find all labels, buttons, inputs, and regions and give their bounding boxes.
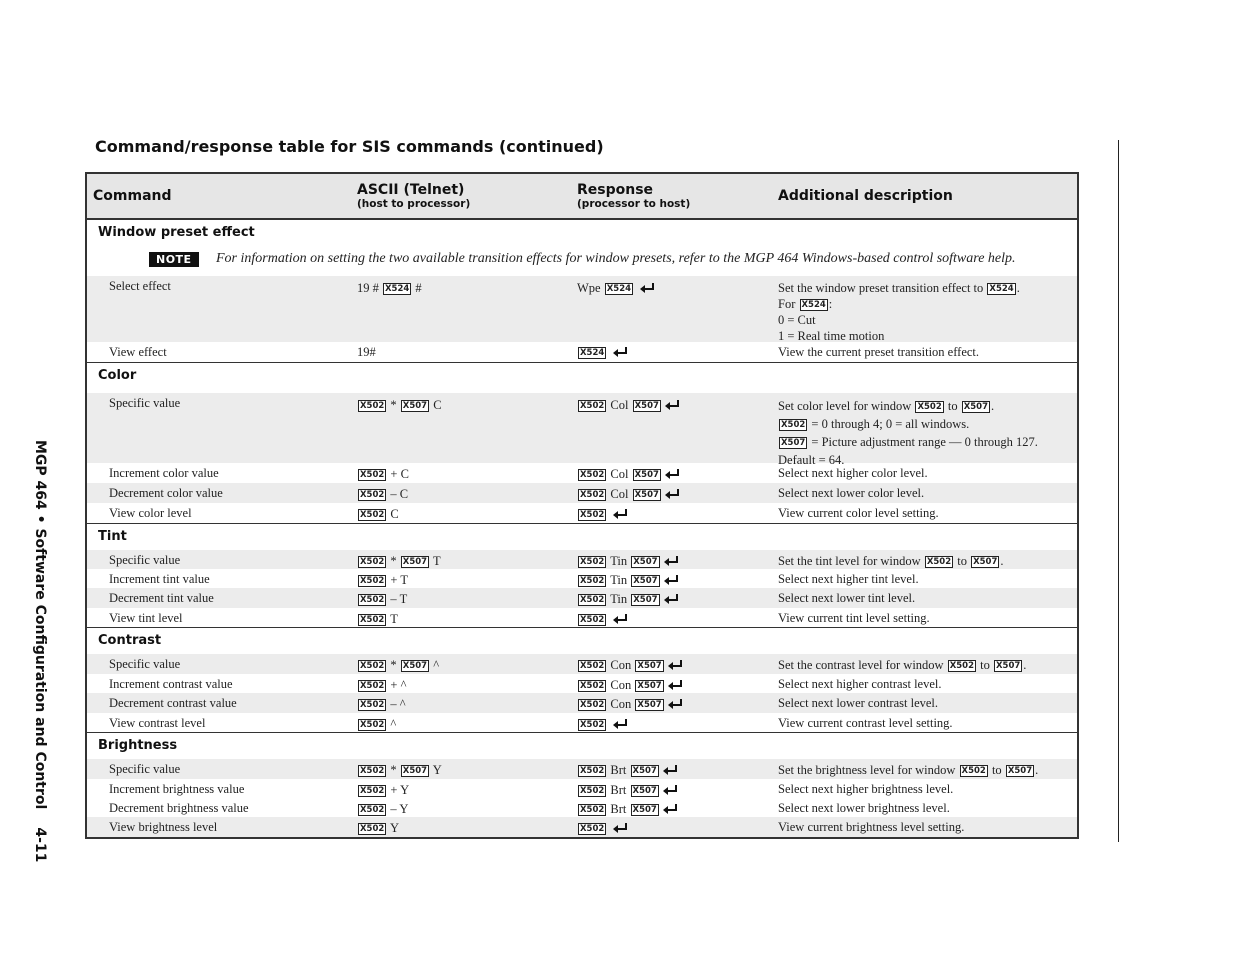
variable-box: X502: [360, 786, 385, 796]
ascii-cell: 19 # X524 #: [357, 281, 422, 295]
variable-box: X507: [963, 402, 989, 412]
command-cell: Specific value: [109, 657, 181, 671]
variable-box: X502: [580, 766, 605, 776]
command-cell: View contrast level: [109, 716, 206, 730]
section-brightness: Brightness: [87, 732, 1077, 759]
variable-box: X502: [360, 681, 385, 691]
ascii-cell: X502 * X507 Y: [360, 763, 442, 777]
enter-icon: [668, 660, 682, 669]
table-row: [87, 569, 1077, 588]
command-cell: Increment contrast value: [109, 677, 233, 691]
variable-box: X502: [360, 615, 385, 625]
sidebar-title: MGP 464 • Software Configuration and Control: [32, 440, 48, 810]
command-cell: Decrement tint value: [109, 591, 214, 605]
enter-icon: [668, 680, 682, 689]
variable-box: X502: [580, 720, 605, 730]
ascii-cell: X502 + T: [360, 573, 409, 587]
description-cell: Set the brightness level for window X502 to X507 .: [778, 763, 1039, 777]
variable-box: X502: [580, 824, 605, 834]
ascii-cell: X502 – Y: [360, 802, 409, 816]
enter-icon: [664, 594, 678, 603]
description-cell: View current brightness level setting.: [778, 820, 965, 834]
variable-box: X502: [360, 824, 385, 834]
variable-box: X502: [360, 401, 385, 411]
ascii-cell: X502 + C: [360, 467, 409, 481]
command-cell: Decrement color value: [109, 486, 223, 500]
variable-box: X507: [996, 661, 1021, 671]
variable-box: X502: [580, 401, 605, 411]
variable-box: X507: [973, 557, 998, 567]
variable-box: X507: [402, 766, 428, 776]
ascii-cell: X502 – ^: [360, 697, 406, 711]
enter-icon: [613, 509, 627, 518]
variable-box: X507: [633, 595, 658, 605]
variable-box: X507: [632, 786, 657, 796]
variable-box: X507: [637, 700, 662, 710]
variable-box: X507: [634, 401, 659, 411]
response-cell: X502 Col X507: [577, 486, 679, 502]
enter-icon: [613, 719, 627, 728]
ascii-cell: X502 * X507 C: [360, 398, 442, 412]
command-cell: Specific value: [109, 762, 181, 776]
variable-box: X502: [360, 470, 385, 480]
response-cell: X502 Brt X507: [577, 801, 677, 817]
enter-icon: [664, 575, 678, 584]
description-cell: View current color level setting.: [778, 506, 939, 520]
variable-box: X502: [360, 700, 385, 710]
response-cell: [577, 344, 627, 360]
ascii-cell: X502 – T: [360, 592, 408, 606]
header-response: Response (processor to host): [577, 182, 691, 210]
table-row: [87, 276, 1077, 342]
variable-box: X507: [633, 576, 658, 586]
variable-box: X502: [580, 576, 605, 586]
response-cell: X502 Con X507: [577, 696, 682, 712]
command-cell: Select effect: [109, 279, 171, 293]
table-row: [87, 393, 1077, 467]
variable-box: X502: [580, 470, 605, 480]
ascii-cell: X502 T: [360, 612, 398, 626]
response-cell: X502 Con X507: [577, 677, 682, 693]
variable-box: X502: [360, 720, 385, 730]
description-cell: View the current preset transition effect.: [778, 345, 980, 359]
response-cell: X502 Col X507: [577, 466, 679, 482]
table-row: [87, 483, 1077, 503]
response-cell: [577, 611, 627, 627]
response-cell: [577, 716, 627, 732]
enter-icon: [665, 400, 679, 409]
response-cell: X502 Tin X507: [577, 572, 678, 588]
variable-box: X502: [949, 661, 975, 671]
description-cell: Set the window preset transition effect to X524 . For X524 : 0 = Cut 1 = Real time motion: [778, 281, 1020, 343]
command-cell: View color level: [109, 506, 192, 520]
variable-box: X507: [637, 681, 662, 691]
variable-box: X502: [360, 805, 385, 815]
section-color: Color: [87, 362, 1077, 389]
variable-box: X507: [632, 766, 657, 776]
command-cell: View brightness level: [109, 820, 218, 834]
header-command: Command: [93, 188, 172, 204]
description-cell: Select next lower contrast level.: [778, 696, 939, 710]
ascii-cell: 19#: [357, 345, 376, 359]
table-row: [87, 759, 1077, 779]
variable-box: X507: [402, 401, 428, 411]
variable-box: X502: [580, 595, 605, 605]
description-cell: Set color level for window X502 to X507 . X502 = 0 through 4; 0 = all windows. X507 = Picture adjustment range — 0 through 127. Default = 64.: [778, 399, 1038, 467]
response-cell: [577, 820, 627, 836]
variable-box: X507: [1007, 766, 1033, 776]
variable-box: X502: [360, 595, 385, 605]
section-window-preset-effect: Window preset effect: [98, 225, 255, 240]
description-cell: Select next higher brightness level.: [778, 782, 954, 796]
variable-box: X502: [926, 557, 952, 567]
variable-box: X502: [917, 402, 942, 412]
ascii-cell: X502 * X507 T: [360, 554, 441, 568]
enter-icon: [663, 785, 677, 794]
page-number: 4-11: [32, 827, 48, 863]
variable-box: X507: [632, 805, 657, 815]
variable-box: X502: [961, 766, 986, 776]
response-cell: X502 Brt X507: [577, 762, 677, 778]
sidebar-running-footer: [32, 440, 48, 863]
description-cell: Select next lower tint level.: [778, 591, 916, 605]
description-cell: View current tint level setting.: [778, 611, 930, 625]
enter-icon: [668, 699, 682, 708]
header-description: Additional description: [778, 188, 953, 204]
response-cell: X502 Tin X507: [577, 591, 678, 607]
variable-box: X502: [580, 490, 605, 500]
table-row: [87, 608, 1077, 627]
command-cell: View tint level: [109, 611, 183, 625]
command-cell: Decrement contrast value: [109, 696, 237, 710]
description-cell: Select next higher tint level.: [778, 572, 919, 586]
margin-rule: [1118, 140, 1119, 842]
variable-box: X502: [360, 490, 385, 500]
ascii-cell: X502 Y: [360, 821, 399, 835]
response-cell: X502 Tin X507: [577, 553, 678, 569]
variable-box: X502: [360, 557, 385, 567]
note-badge: NOTE: [149, 252, 199, 267]
enter-icon: [613, 614, 627, 623]
variable-box: X507: [634, 470, 659, 480]
description-cell: Set the tint level for window X502 to X507 .: [778, 554, 1004, 568]
command-cell: Increment color value: [109, 466, 219, 480]
ascii-cell: X502 ^: [360, 717, 397, 731]
note-text: For information on setting the two available transition effects for window presets, refer to the MGP 464 Windows-based control software help.: [216, 251, 1016, 266]
table-row: [87, 713, 1077, 732]
description-cell: Select next lower color level.: [778, 486, 925, 500]
header-ascii: ASCII (Telnet) (host to processor): [357, 182, 471, 210]
page-title: Command/response table for SIS commands (continued): [95, 137, 604, 156]
table-row: [87, 779, 1077, 798]
variable-box: X507: [633, 557, 658, 567]
description-cell: Set the contrast level for window X502 to X507 .: [778, 658, 1027, 672]
var-x524: X524: [801, 300, 826, 310]
description-cell: View current contrast level setting.: [778, 716, 953, 730]
variable-box: X507: [634, 490, 659, 500]
response-cell: X502 Brt X507: [577, 782, 677, 798]
variable-box: X502: [360, 766, 385, 776]
note-row: [87, 246, 1077, 276]
section-tint: Tint: [87, 523, 1077, 550]
response-cell: X502 Con X507: [577, 657, 682, 673]
enter-icon: [613, 823, 627, 832]
command-cell: Specific value: [109, 396, 181, 410]
enter-icon: [663, 804, 677, 813]
enter-icon: [663, 765, 677, 774]
table-row: [87, 342, 1077, 362]
table-row: [87, 463, 1077, 483]
table-row: [87, 817, 1077, 837]
variable-box: X502: [580, 805, 605, 815]
command-cell: Specific value: [109, 553, 181, 567]
response-cell: X502 Col X507: [577, 397, 679, 413]
table-header: [87, 174, 1077, 220]
table-row: [87, 550, 1077, 569]
variable-box: X507: [781, 438, 806, 448]
enter-icon: [664, 556, 678, 565]
variable-box: X502: [580, 700, 605, 710]
command-table: [85, 172, 1079, 839]
variable-box: X502: [360, 510, 385, 520]
var-x524: X524: [989, 284, 1014, 294]
var-x524: X524: [385, 284, 410, 294]
description-cell: Select next lower brightness level.: [778, 801, 950, 815]
variable-box: X507: [637, 661, 662, 671]
table-row: [87, 588, 1077, 608]
table-row: [87, 674, 1077, 693]
response-cell: Wpe X524: [577, 280, 654, 296]
variable-box: X502: [781, 420, 806, 430]
table-row: [87, 503, 1077, 523]
command-cell: View effect: [109, 345, 167, 359]
description-cell: Select next higher contrast level.: [778, 677, 942, 691]
variable-box: X502: [360, 661, 385, 671]
ascii-cell: X502 C: [360, 507, 399, 521]
enter-icon: [665, 489, 679, 498]
variable-box: X502: [580, 510, 605, 520]
variable-box: X507: [402, 661, 428, 671]
command-cell: Increment tint value: [109, 572, 210, 586]
command-cell: Increment brightness value: [109, 782, 245, 796]
variable-box: X502: [580, 557, 605, 567]
command-cell: Decrement brightness value: [109, 801, 249, 815]
variable-box: X502: [580, 786, 605, 796]
section-contrast: Contrast: [87, 627, 1077, 654]
table-row: [87, 654, 1077, 674]
var-x524: X524: [606, 284, 632, 294]
enter-icon: [665, 469, 679, 478]
ascii-cell: X502 – C: [360, 487, 409, 501]
response-cell: [577, 506, 627, 522]
table-row: [87, 693, 1077, 713]
table-row: [87, 798, 1077, 817]
variable-box: X502: [360, 576, 385, 586]
enter-icon: [640, 283, 654, 292]
description-cell: Select next higher color level.: [778, 466, 928, 480]
variable-box: X502: [580, 681, 605, 691]
var-x524: X524: [580, 348, 605, 358]
ascii-cell: X502 + ^: [360, 678, 407, 692]
enter-icon: [613, 347, 627, 356]
variable-box: X507: [402, 557, 428, 567]
ascii-cell: X502 + Y: [360, 783, 410, 797]
ascii-cell: X502 * X507 ^: [360, 658, 440, 672]
variable-box: X502: [580, 661, 605, 671]
variable-box: X502: [580, 615, 605, 625]
